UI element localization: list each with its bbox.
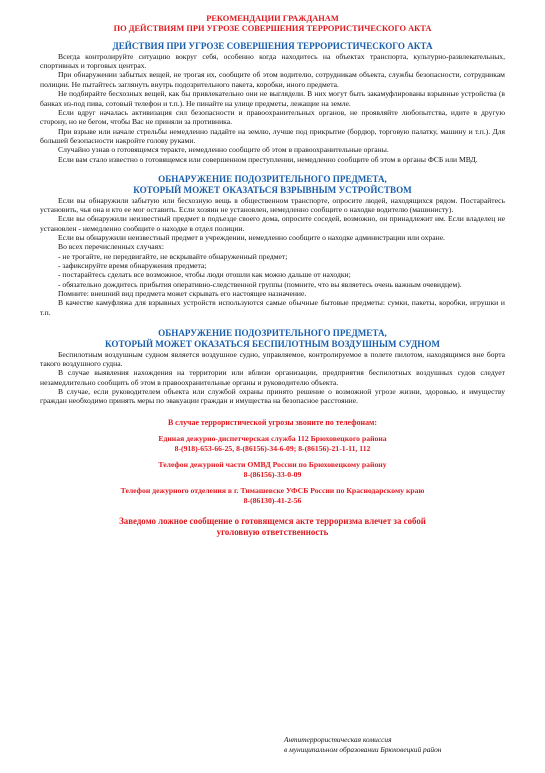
legal-warning-line-2: уголовную ответственность: [216, 526, 329, 537]
contact-name: Телефон дежурного отделения в г. Тимашевске УФСБ России по Краснодарскому краю: [120, 485, 425, 495]
signature-line-1: Антитеррористическая комиссия: [284, 735, 392, 744]
section-2-title-line-2: КОТОРЫЙ МОЖЕТ ОКАЗАТЬСЯ ВЗРЫВНЫМ УСТРОЙСТВОМ: [133, 184, 412, 195]
list-item: - постарайтесь сделать все возможное, чтобы люди отошли как можно дальше от находки;: [58, 270, 351, 280]
signature-block: [284, 735, 441, 755]
section-1-body: [40, 52, 505, 164]
list-item: - зафиксируйте время обнаружения предмета;: [58, 260, 207, 270]
paragraph: Если вы обнаружили неизвестный предмет в подъезде своего дома, опросите соседей, возможно, он принадлежит им. Если владелец не установлен - немедленно сообщите о находке в отдел полиции.: [40, 214, 505, 233]
contact-name: Телефон дежурной части ОМВД России по Брюховецкому району: [158, 459, 387, 469]
legal-warning-line-1: Заведомо ложное сообщение о готовящемся акте терроризма влечет за собой: [119, 515, 426, 526]
legal-warning: [60, 516, 485, 538]
list-item: - обязательно дождитесь прибытия оперативно-следственной группы (помните, что вы являетесь очень важным очевидцем).: [58, 279, 462, 289]
section-1-title: ДЕЙСТВИЯ ПРИ УГРОЗЕ СОВЕРШЕНИЯ ТЕРРОРИСТИЧЕСКОГО АКТА: [112, 41, 433, 51]
paragraph: При взрыве или начале стрельбы немедленно падайте на землю, лучше под прикрытие (бордюр, торговую палатку, машину и т.п.). Для большей безопасности накройте голову руками.: [40, 126, 505, 145]
contacts-lead: В случае террористической угрозы звоните по телефонам:: [167, 417, 378, 427]
main-title-line-2: ПО ДЕЙСТВИЯМ ПРИ УГРОЗЕ СОВЕРШЕНИЯ ТЕРРОРИСТИЧЕСКОГО АКТА: [113, 24, 432, 33]
paragraph: Если вам стало известно о готовящемся или совершенном преступлении, немедленно сообщите об этом в органы ФСБ или МВД.: [58, 154, 478, 164]
section-3-title-line-2: КОТОРЫЙ МОЖЕТ ОКАЗАТЬСЯ БЕСПИЛОТНЫМ ВОЗДУШНЫМ СУДНОМ: [105, 338, 440, 349]
contact-phones: 8-(86130)-41-2-56: [243, 495, 302, 505]
paragraph: В случае, если руководителем объекта или службой охраны принято решение о возможной угрозе жизни, здоровью, и имуществу граждан необходимо принять меры по эвакуации граждан и имущества на безопасное расстояние.: [40, 386, 505, 406]
paragraph: Во всех перечисленных случаях:: [58, 242, 165, 252]
contact-phones: 8-(918)-653-66-25, 8-(86156)-34-6-09; 8-(86156)-21-1-11, 112: [174, 443, 371, 453]
paragraph: Помните: внешний вид предмета может скрывать его настоящее назначение.: [58, 288, 307, 298]
paragraph: Всегда контролируйте ситуацию вокруг себя, особенно когда находитесь на объектах транспорта, культурно-развлекательных, спортивных и торговых центрах.: [40, 51, 505, 71]
paragraph: При обнаружении забытых вещей, не трогая их, сообщите об этом водителю, сотрудникам объекта, службы безопасности, сотрудникам полиции. Не пытайтесь заглянуть внутрь подозрительного пакета, коробки, иного предмета.: [40, 70, 505, 89]
contact-name: Единая дежурно-диспетчерская служба 112 Брюховецкого района: [158, 433, 387, 443]
paragraph: Беспилотным воздушным судном является воздушное судно, управляемое, контролируемое в полете пилотом, находящимся вне борта такого воздушного судна.: [40, 349, 505, 368]
list-item: - не трогайте, не передвигайте, не вскрывайте обнаруженный предмет;: [58, 251, 288, 261]
paragraph: Не подбирайте бесхозных вещей, как бы привлекательно они не выглядели. В них могут быть закамуфлированы взрывные устройства (в банках из-под пива, сотовый телефон и т.п.). Не пинайте на улице предметы, лежащие на земле.: [40, 89, 505, 108]
paragraph: Если вы обнаружили неизвестный предмет в учреждении, немедленно сообщите о находке администрации или охране.: [58, 232, 445, 242]
section-2-body: [40, 196, 505, 317]
contact-phones: 8-(86156)-33-0-09: [243, 469, 302, 479]
paragraph: В случае выявления нахождения на территории или вблизи организации, предприятия беспилотных воздушных судов следует незамедлительно сообщить об этом в правоохранительные органы и руководителю объекта.: [40, 368, 505, 387]
paragraph: Случайно узнав о готовящемся теракте, немедленно сообщите об этом в правоохранительные органы.: [58, 145, 389, 155]
main-title-line-1: РЕКОМЕНДАЦИИ ГРАЖДАНАМ: [206, 14, 339, 23]
section-3-body: [40, 350, 505, 406]
paragraph: Если вы обнаружили забытую или бесхозную вещь в общественном транспорте, опросите людей, находящихся рядом. Постарайтесь установить, чья она и кто ее мог оставить. Если хозяин не установлен, немедленно сообщите о находке водителю (машинисту).: [40, 195, 505, 214]
signature-line-2: в муниципальном образовании Брюховецкий район: [284, 745, 442, 754]
paragraph: Если вдруг началась активизация сил безопасности и правоохранительных органов, не проявляйте любопытства, идите в другую сторону, но не бегом, чтобы Вас не приняли за противника.: [40, 107, 505, 127]
paragraph: В качестве камуфляжа для взрывных устройств используются самые обычные бытовые предметы: сумки, пакеты, коробки, игрушки и т.п.: [40, 298, 505, 317]
emergency-contacts: [40, 418, 505, 506]
section-3-title-line-1: ОБНАРУЖЕНИЕ ПОДОЗРИТЕЛЬНОГО ПРЕДМЕТА,: [158, 327, 387, 338]
section-2-title-line-1: ОБНАРУЖЕНИЕ ПОДОЗРИТЕЛЬНОГО ПРЕДМЕТА,: [158, 173, 387, 184]
